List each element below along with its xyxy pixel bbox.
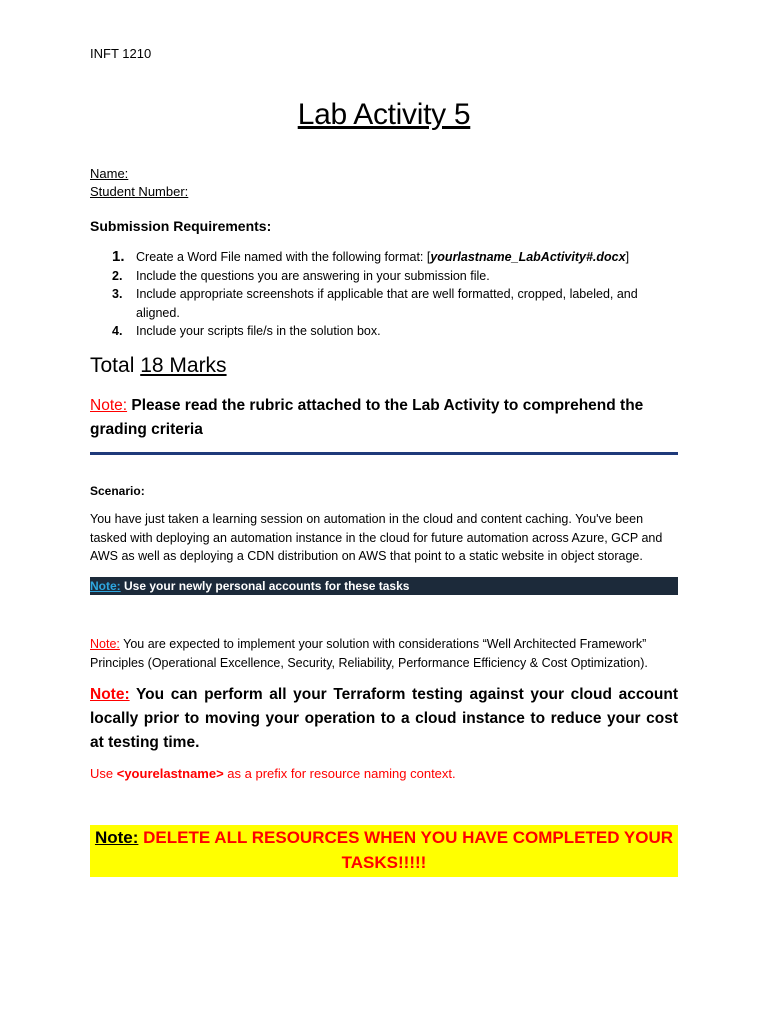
list-item-text: Include the questions you are answering in your submission file. xyxy=(136,268,490,283)
list-item xyxy=(112,322,672,341)
personal-accounts-note-text: Use your newly personal accounts for these tasks xyxy=(124,579,410,593)
list-item-text: Include appropriate screenshots if applicable that are well formatted, cropped, labeled, and aligned. xyxy=(136,287,638,320)
student-number-field-label: Student Number: xyxy=(90,184,189,199)
submission-requirements-heading: Submission Requirements: xyxy=(90,218,272,234)
rubric-note-text: Please read the rubric attached to the Lab Activity to comprehend the grading criteria xyxy=(90,397,644,438)
list-item xyxy=(112,248,672,267)
list-item-number: 2. xyxy=(112,268,123,283)
terraform-note-text: You can perform all your Terraform testing against your cloud account locally prior to moving your operation to a cloud instance to reduce your cost at testing time. xyxy=(90,686,679,751)
naming-prefix-rule xyxy=(90,766,456,781)
page-title: Lab Activity 5 xyxy=(297,98,471,131)
list-item-number: 4. xyxy=(112,324,123,338)
terraform-note xyxy=(90,683,678,755)
note-label: Note: xyxy=(90,686,130,703)
delete-resources-warning xyxy=(90,825,678,877)
prefix-placeholder: <yourelastname> xyxy=(116,766,224,781)
waf-note xyxy=(90,635,678,672)
note-label: Note: xyxy=(90,579,121,593)
delete-warning-text: DELETE ALL RESOURCES WHEN YOU HAVE COMPLETED YOUR TASKS!!!!! xyxy=(143,828,674,872)
total-marks xyxy=(90,354,227,378)
list-item-number: 1. xyxy=(112,248,125,265)
total-marks-value: 18 Marks xyxy=(140,354,227,377)
waf-note-text: You are expected to implement your solution with considerations “Well Architected Framework” Principles (Operational Excellence, Security, Reliability, Performance Efficiency & Cost Optimization). xyxy=(90,637,648,670)
list-item-text: Include your scripts file/s in the solution box. xyxy=(136,324,381,338)
section-divider xyxy=(90,452,678,455)
total-prefix: Total xyxy=(90,354,135,377)
list-item-text-pre: Create a Word File named with the following format: [ xyxy=(136,250,431,264)
filename-format: yourlastname_LabActivity#.docx xyxy=(430,250,626,264)
submission-requirements-list xyxy=(112,248,672,341)
list-item-text-post: ] xyxy=(625,250,630,264)
scenario-text: You have just taken a learning session on automation in the cloud and content caching. You've been tasked with deploying an automation instance in the cloud for future automation across Azure, GCP and AWS as well as deploying a CDN distribution on AWS that point to a static website in object storage. xyxy=(90,512,663,563)
personal-accounts-note xyxy=(90,577,678,595)
note-label: Note: xyxy=(90,397,128,414)
scenario-heading: Scenario: xyxy=(90,484,145,498)
course-code: INFT 1210 xyxy=(90,46,152,61)
list-item-number: 3. xyxy=(112,287,123,301)
name-field-label: Name: xyxy=(90,166,129,181)
rubric-note xyxy=(90,394,680,442)
prefix-rule-post: as a prefix for resource naming context. xyxy=(223,766,456,781)
prefix-rule-pre: Use xyxy=(90,766,117,781)
note-label: Note: xyxy=(90,637,120,651)
list-item xyxy=(112,285,672,322)
note-label: Note: xyxy=(94,828,139,847)
list-item xyxy=(112,267,672,286)
